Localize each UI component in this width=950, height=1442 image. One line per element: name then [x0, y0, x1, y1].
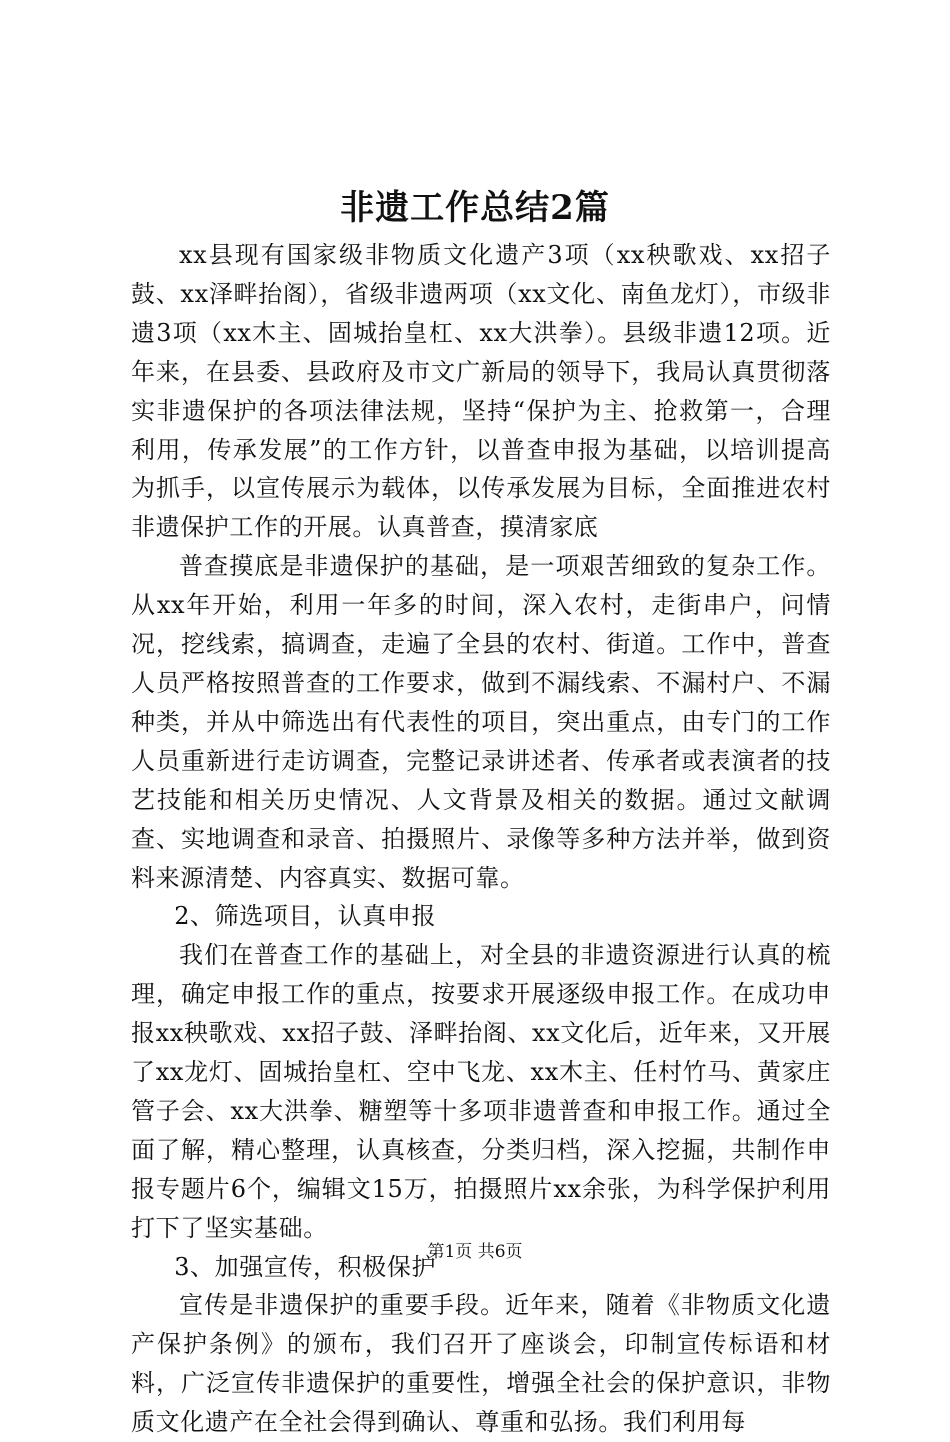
section-heading-3: 3、加强宣传，积极保护 — [174, 1252, 437, 1281]
paragraph-intro: xx县现有国家级非物质文化遗产3项（xx秧歌戏、xx招子鼓、xx泽畔抬阁），省级非遗两项（xx文化、南鱼龙灯），市级非遗3项（xx木主、固城抬皇杠、xx大洪拳）。县级非遗12项。近年来，在县委、县政府及市文广新局的领导下，我局认真贯彻落实非遗保护的各项法律法规，坚持“保护为主、抢救第一，合理利用，传承发展”的工作方针，以普查申报为基础，以培训提高为抓手，以宣传展示为载体，以传承发展为目标，全面推进农村非遗保护工作的开展。认真普查，摸清家底 — [131, 241, 831, 542]
paragraph-declaration: 我们在普查工作的基础上，对全县的非遗资源进行认真的梳理，确定申报工作的重点，按要求开展逐级申报工作。在成功申报xx秧歌戏、xx招子鼓、泽畔抬阁、xx文化后，近年来，又开展了xx龙灯、固城抬皇杠、空中飞龙、xx木主、任村竹马、黄家庄管子会、xx大洪拳、糖塑等十多项非遗普查和申报工作。通过全面了解，精心整理，认真核查，分类归档，深入挖掘，共制作申报专题片6个，编辑文15万，拍摄照片xx余张，为科学保护利用打下了坚实基础。 — [131, 941, 831, 1242]
paragraph-survey: 普查摸底是非遗保护的基础，是一项艰苦细致的复杂工作。从xx年开始，利用一年多的时间，深入农村，走街串户，问情况，挖线索，搞调查，走遍了全县的农村、街道。工作中，普查人员严格按照普查的工作要求，做到不漏线索、不漏村户、不漏种类，并从中筛选出有代表性的项目，突出重点，由专门的工作人员重新进行走访调查，完整记录讲述者、传承者或表演者的技艺技能和相关历史情况、人文背景及相关的数据。通过文献调查、实地调查和录音、拍摄照片、录像等多种方法并举，做到资料来源清楚、内容真实、数据可靠。 — [131, 552, 831, 892]
page-footer: 第1页 共6页 — [427, 1242, 523, 1262]
section-heading-2: 2、筛选项目，认真申报 — [174, 902, 437, 931]
paragraph-publicity: 宣传是非遗保护的重要手段。近年来，随着《非物质文化遗产保护条例》的颁布，我们召开了座谈会，印制宣传标语和材料，广泛宣传非遗保护的重要性，增强全社会的保护意识，非物质文化遗产在全社会得到确认、尊重和弘扬。我们利用每 — [131, 1291, 831, 1437]
document-title: 非遗工作总结2篇 — [340, 188, 610, 228]
